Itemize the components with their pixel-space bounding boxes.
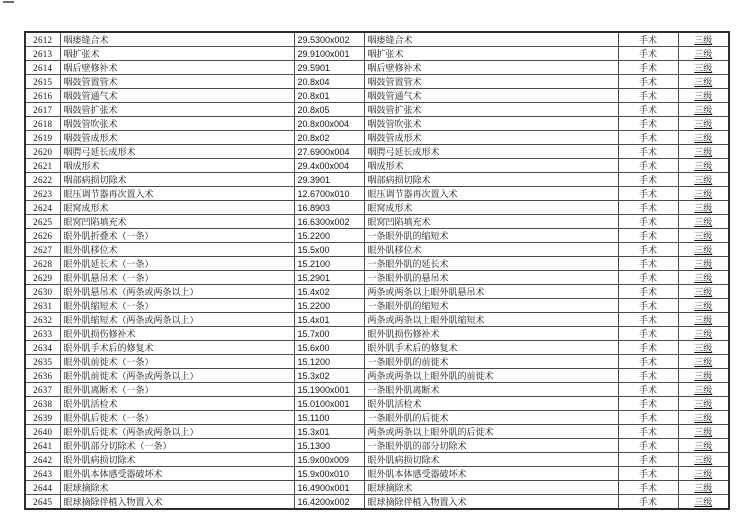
table-row [25,285,729,299]
code-cell: 15.2100 [294,257,364,271]
procedure-name-cell: 眼外肌前徙术（两条或两条以上） [60,369,294,383]
code-cell: 20.8x04 [294,75,364,89]
category-cell: 手术 [618,75,678,89]
procedure-name-cell: 眼外肌本体感受器破坏术 [60,467,294,481]
level-cell: 三级 [678,201,729,215]
code-cell: 15.9x00x010 [294,467,364,481]
category-cell: 手术 [618,467,678,481]
procedure-name-cell: 眼外肌病损切除术 [60,453,294,467]
standard-name-cell: 两条或两条以上眼外肌的前徙术 [364,369,618,383]
procedure-name-cell: 眼外肌后徙术（两条或两条以上） [60,425,294,439]
code-cell: 16.4900x001 [294,481,364,495]
table-row [25,173,729,187]
table-row [25,103,729,117]
category-cell: 手术 [618,187,678,201]
procedure-name-cell: 眼外肌手术后的修复术 [60,341,294,355]
standard-name-cell: 一条眼外肌的后徙术 [364,411,618,425]
standard-name-cell: 一条眼外肌的悬吊术 [364,271,618,285]
standard-name-cell: 咽成形术 [364,159,618,173]
row-number-cell: 2640 [25,425,60,439]
code-cell: 15.0100x001 [294,397,364,411]
code-cell: 29.5300x002 [294,32,364,47]
level-cell: 三级 [678,159,729,173]
level-cell: 三级 [678,397,729,411]
level-cell: 三级 [678,89,729,103]
standard-name-cell: 一条眼外肌离断术 [364,383,618,397]
standard-name-cell: 咽瘘缝合术 [364,32,618,47]
row-number-cell: 2620 [25,145,60,159]
standard-name-cell: 一条眼外肌的部分切除术 [364,439,618,453]
row-number-cell: 2644 [25,481,60,495]
standard-name-cell: 咽腭弓延长成形术 [364,145,618,159]
procedure-name-cell: 眼外肌离断术（一条） [60,383,294,397]
code-cell: 15.6x00 [294,341,364,355]
row-number-cell: 2629 [25,271,60,285]
code-cell: 15.1200 [294,355,364,369]
category-cell: 手术 [618,215,678,229]
procedure-name-cell: 咽扩张术 [60,47,294,61]
table-row [25,341,729,355]
category-cell: 手术 [618,341,678,355]
procedure-name-cell: 眼外肌部分切除术（一条） [60,439,294,453]
procedure-name-cell: 眼球摘除术 [60,481,294,495]
code-cell: 16.8903 [294,201,364,215]
category-cell: 手术 [618,439,678,453]
level-cell: 三级 [678,61,729,75]
row-number-cell: 2615 [25,75,60,89]
level-cell: 三级 [678,271,729,285]
procedure-name-cell: 咽鼓管成形术 [60,131,294,145]
category-cell: 手术 [618,159,678,173]
standard-name-cell: 咽鼓管吹张术 [364,117,618,131]
table-row [25,397,729,411]
category-cell: 手术 [618,201,678,215]
procedure-name-cell: 咽腭弓延长成形术 [60,145,294,159]
category-cell: 手术 [618,229,678,243]
level-cell: 三级 [678,411,729,425]
row-number-cell: 2612 [25,32,60,47]
standard-name-cell: 一条眼外肌的延长术 [364,257,618,271]
procedure-name-cell: 咽瘘缝合术 [60,32,294,47]
procedure-name-cell: 眼外肌前徙术（一条） [60,355,294,369]
table-row [25,369,729,383]
table-row [25,229,729,243]
procedure-name-cell: 眼外肌折叠术（一条） [60,229,294,243]
level-cell: 三级 [678,215,729,229]
standard-name-cell: 眼球摘除术 [364,481,618,495]
row-number-cell: 2643 [25,467,60,481]
procedure-name-cell: 眼外肌缩短术（两条或两条以上） [60,313,294,327]
procedure-name-cell: 咽后壁修补术 [60,61,294,75]
level-cell: 三级 [678,425,729,439]
level-cell: 三级 [678,187,729,201]
standard-name-cell: 两条或两条以上眼外肌缩短术 [364,313,618,327]
code-cell: 15.2901 [294,271,364,285]
category-cell: 手术 [618,327,678,341]
standard-name-cell: 咽鼓管置管术 [364,75,618,89]
procedure-name-cell: 眼外肌缩短术（一条） [60,299,294,313]
category-cell: 手术 [618,369,678,383]
table-row [25,61,729,75]
category-cell: 手术 [618,425,678,439]
table-row [25,75,729,89]
category-cell: 手术 [618,257,678,271]
row-number-cell: 2626 [25,229,60,243]
table-row [25,313,729,327]
table-row [25,117,729,131]
code-cell: 15.7x00 [294,327,364,341]
code-cell: 15.2200 [294,229,364,243]
level-cell: 三级 [678,481,729,495]
standard-name-cell: 两条或两条以上眼外肌悬吊术 [364,285,618,299]
level-cell: 三级 [678,145,729,159]
code-cell: 20.8x01 [294,89,364,103]
procedure-name-cell: 咽鼓管置管术 [60,75,294,89]
standard-name-cell: 眼压调节器再次置入术 [364,187,618,201]
row-number-cell: 2616 [25,89,60,103]
procedure-name-cell: 咽成形术 [60,159,294,173]
standard-name-cell: 咽鼓管通气术 [364,89,618,103]
standard-name-cell: 咽后壁修补术 [364,61,618,75]
row-number-cell: 2623 [25,187,60,201]
code-cell: 16.4200x002 [294,495,364,510]
level-cell: 三级 [678,313,729,327]
row-number-cell: 2622 [25,173,60,187]
table-row [25,495,729,510]
procedure-name-cell: 眼窝成形术 [60,201,294,215]
category-cell: 手术 [618,243,678,257]
standard-name-cell: 眼外肌本体感受器破坏术 [364,467,618,481]
level-cell: 三级 [678,383,729,397]
standard-name-cell: 眼窝成形术 [364,201,618,215]
standard-name-cell: 眼外肌损伤修补术 [364,327,618,341]
row-number-cell: 2625 [25,215,60,229]
level-cell: 三级 [678,355,729,369]
level-cell: 三级 [678,103,729,117]
procedure-name-cell: 眼外肌悬吊术（一条） [60,271,294,285]
level-cell: 三级 [678,47,729,61]
level-cell: 三级 [678,439,729,453]
row-number-cell: 2617 [25,103,60,117]
row-number-cell: 2645 [25,495,60,510]
level-cell: 三级 [678,341,729,355]
table-row [25,411,729,425]
row-number-cell: 2630 [25,285,60,299]
category-cell: 手术 [618,173,678,187]
standard-name-cell: 眼球摘除伴植入物置入术 [364,495,618,510]
category-cell: 手术 [618,313,678,327]
procedure-table [24,31,730,510]
table-row [25,271,729,285]
code-cell: 15.4x02 [294,285,364,299]
row-number-cell: 2618 [25,117,60,131]
standard-name-cell: 咽鼓管成形术 [364,131,618,145]
procedure-name-cell: 咽鼓管扩张术 [60,103,294,117]
row-number-cell: 2621 [25,159,60,173]
code-cell: 20.8x00x004 [294,117,364,131]
row-number-cell: 2633 [25,327,60,341]
category-cell: 手术 [618,453,678,467]
code-cell: 15.5x00 [294,243,364,257]
standard-name-cell: 眼外肌病损切除术 [364,453,618,467]
level-cell: 三级 [678,131,729,145]
standard-name-cell: 眼外肌活检术 [364,397,618,411]
standard-name-cell: 一条眼外肌的缩短术 [364,229,618,243]
level-cell: 三级 [678,495,729,510]
row-number-cell: 2638 [25,397,60,411]
procedure-name-cell: 眼球摘除伴植入物置入术 [60,495,294,510]
table-row [25,439,729,453]
standard-name-cell: 一条眼外肌的缩短术 [364,299,618,313]
table-row [25,467,729,481]
standard-name-cell: 眼窝凹陷填充术 [364,215,618,229]
page-edge-artifact [3,1,14,3]
code-cell: 15.3x02 [294,369,364,383]
row-number-cell: 2635 [25,355,60,369]
standard-name-cell: 咽部病损切除术 [364,173,618,187]
table-row [25,243,729,257]
procedure-table-container [24,31,728,507]
procedure-name-cell: 咽鼓管吹张术 [60,117,294,131]
code-cell: 20.8x05 [294,103,364,117]
row-number-cell: 2632 [25,313,60,327]
row-number-cell: 2637 [25,383,60,397]
category-cell: 手术 [618,271,678,285]
code-cell: 29.3901 [294,173,364,187]
category-cell: 手术 [618,89,678,103]
table-row [25,327,729,341]
code-cell: 15.2200 [294,299,364,313]
row-number-cell: 2628 [25,257,60,271]
table-row [25,299,729,313]
code-cell: 15.1300 [294,439,364,453]
category-cell: 手术 [618,495,678,510]
standard-name-cell: 眼外肌手术后的修复术 [364,341,618,355]
row-number-cell: 2639 [25,411,60,425]
table-row [25,355,729,369]
procedure-name-cell: 咽鼓管通气术 [60,89,294,103]
code-cell: 29.9100x001 [294,47,364,61]
level-cell: 三级 [678,243,729,257]
row-number-cell: 2627 [25,243,60,257]
code-cell: 16.6300x002 [294,215,364,229]
standard-name-cell: 两条或两条以上眼外肌的后徙术 [364,425,618,439]
category-cell: 手术 [618,411,678,425]
category-cell: 手术 [618,117,678,131]
table-row [25,453,729,467]
table-row [25,89,729,103]
level-cell: 三级 [678,369,729,383]
level-cell: 三级 [678,229,729,243]
procedure-name-cell: 眼窝凹陷填充术 [60,215,294,229]
table-row [25,425,729,439]
level-cell: 三级 [678,32,729,47]
table-row [25,159,729,173]
category-cell: 手术 [618,285,678,299]
level-cell: 三级 [678,117,729,131]
table-row [25,145,729,159]
standard-name-cell: 咽扩张术 [364,47,618,61]
level-cell: 三级 [678,453,729,467]
procedure-name-cell: 眼外肌活检术 [60,397,294,411]
table-row [25,481,729,495]
level-cell: 三级 [678,467,729,481]
standard-name-cell: 一条眼外肌的前徙术 [364,355,618,369]
table-row [25,383,729,397]
category-cell: 手术 [618,131,678,145]
procedure-name-cell: 眼外肌移位术 [60,243,294,257]
procedure-name-cell: 眼压调节器再次置入术 [60,187,294,201]
code-cell: 15.9x00x009 [294,453,364,467]
table-row [25,257,729,271]
table-row [25,32,729,47]
category-cell: 手术 [618,299,678,313]
category-cell: 手术 [618,383,678,397]
code-cell: 29.5901 [294,61,364,75]
category-cell: 手术 [618,145,678,159]
row-number-cell: 2634 [25,341,60,355]
category-cell: 手术 [618,47,678,61]
code-cell: 20.8x02 [294,131,364,145]
row-number-cell: 2641 [25,439,60,453]
level-cell: 三级 [678,285,729,299]
row-number-cell: 2636 [25,369,60,383]
level-cell: 三级 [678,173,729,187]
table-row [25,187,729,201]
level-cell: 三级 [678,327,729,341]
code-cell: 15.1900x001 [294,383,364,397]
procedure-name-cell: 咽部病损切除术 [60,173,294,187]
procedure-name-cell: 眼外肌延长术（一条） [60,257,294,271]
category-cell: 手术 [618,397,678,411]
category-cell: 手术 [618,481,678,495]
category-cell: 手术 [618,32,678,47]
table-row [25,131,729,145]
procedure-table-body [25,32,729,509]
category-cell: 手术 [618,103,678,117]
level-cell: 三级 [678,75,729,89]
table-row [25,201,729,215]
code-cell: 29.4x00x004 [294,159,364,173]
row-number-cell: 2624 [25,201,60,215]
procedure-name-cell: 眼外肌损伤修补术 [60,327,294,341]
row-number-cell: 2619 [25,131,60,145]
level-cell: 三级 [678,299,729,313]
code-cell: 27.6900x004 [294,145,364,159]
code-cell: 15.4x01 [294,313,364,327]
standard-name-cell: 咽鼓管扩张术 [364,103,618,117]
table-row [25,47,729,61]
code-cell: 15.3x01 [294,425,364,439]
procedure-name-cell: 眼外肌悬吊术（两条或两条以上） [60,285,294,299]
row-number-cell: 2614 [25,61,60,75]
row-number-cell: 2613 [25,47,60,61]
table-row [25,215,729,229]
row-number-cell: 2631 [25,299,60,313]
procedure-name-cell: 眼外肌后徙术（一条） [60,411,294,425]
category-cell: 手术 [618,61,678,75]
category-cell: 手术 [618,355,678,369]
standard-name-cell: 眼外肌移位术 [364,243,618,257]
code-cell: 15.1100 [294,411,364,425]
code-cell: 12.6700x010 [294,187,364,201]
row-number-cell: 2642 [25,453,60,467]
level-cell: 三级 [678,257,729,271]
